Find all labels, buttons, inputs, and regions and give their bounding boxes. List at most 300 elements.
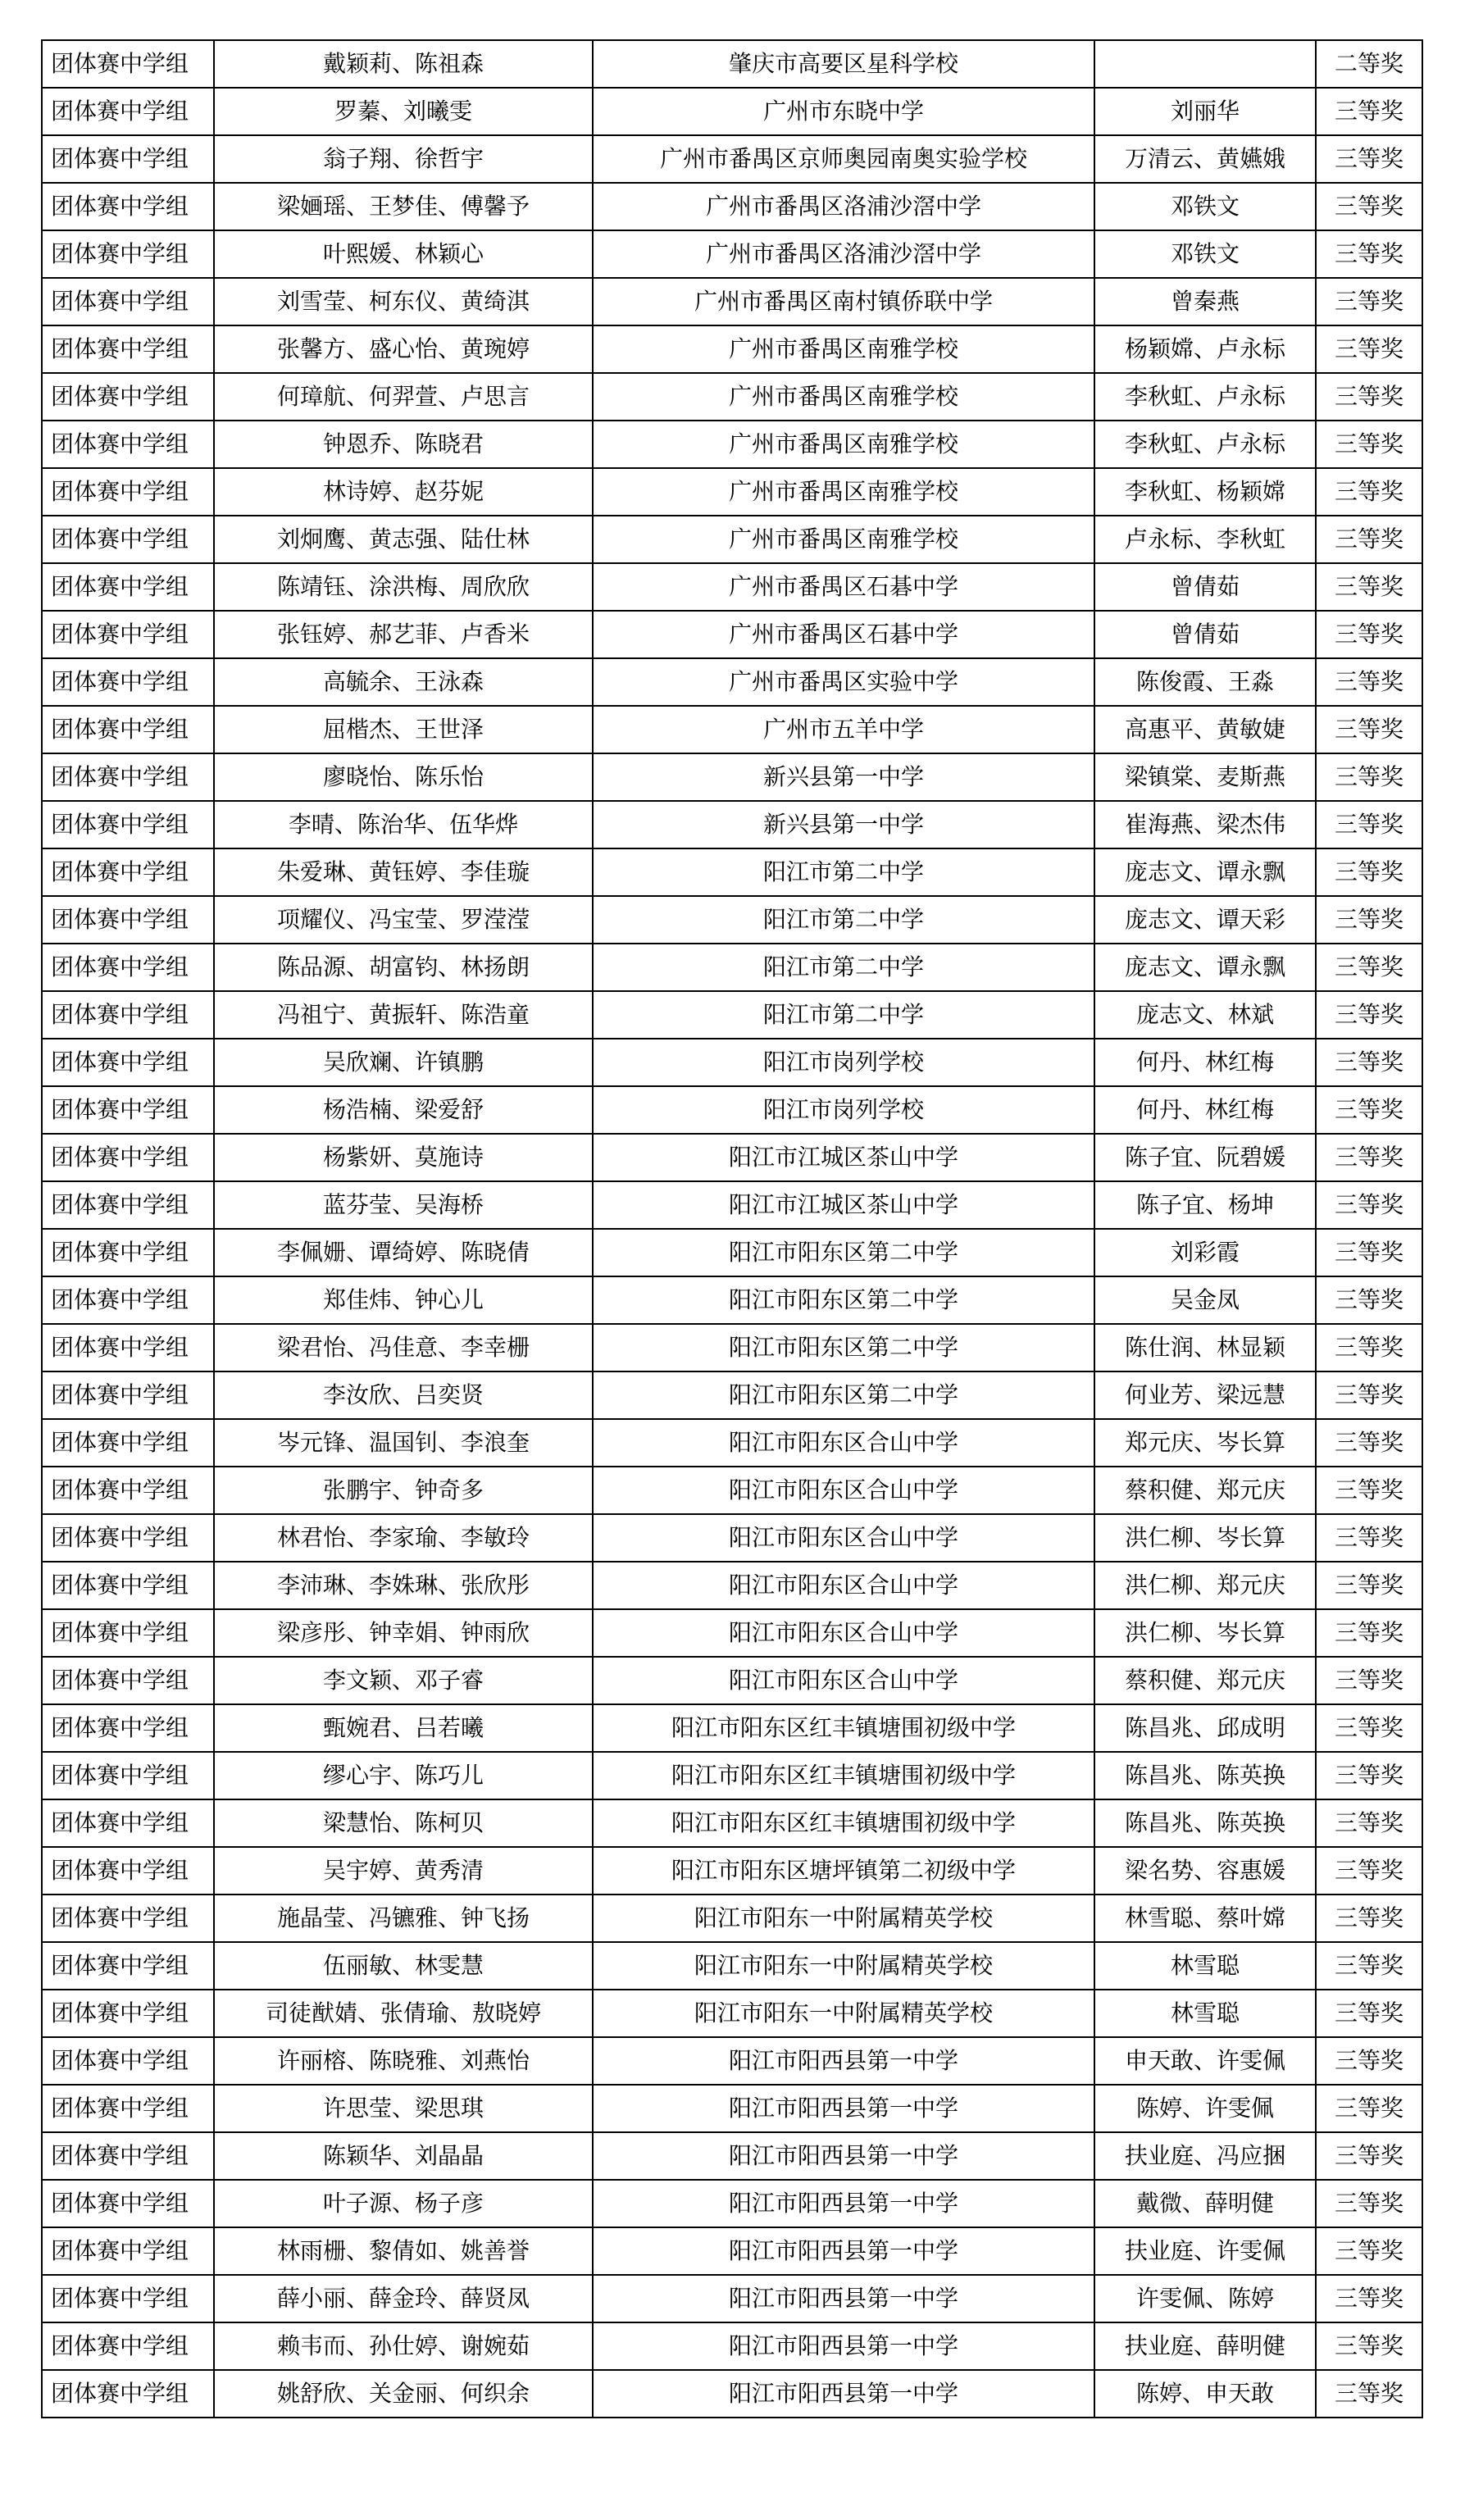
- teachers-cell: 洪仁柳、岑长算: [1094, 1609, 1316, 1657]
- group-cell: 团体赛中学组: [42, 611, 214, 658]
- table-row: [42, 991, 1422, 1039]
- table-row: [42, 1895, 1422, 1942]
- school-cell: 阳江市阳东区合山中学: [593, 1419, 1094, 1467]
- award-cell: 三等奖: [1316, 468, 1422, 516]
- group-cell: 团体赛中学组: [42, 230, 214, 278]
- group-cell: 团体赛中学组: [42, 1514, 214, 1562]
- members-cell: 翁子翔、徐哲宇: [214, 135, 593, 183]
- members-cell: 吴欣斓、许镇鹏: [214, 1039, 593, 1086]
- group-cell: 团体赛中学组: [42, 1276, 214, 1324]
- table-row: [42, 2037, 1422, 2085]
- award-cell: 三等奖: [1316, 801, 1422, 848]
- table-row: [42, 278, 1422, 325]
- group-cell: 团体赛中学组: [42, 801, 214, 848]
- members-cell: 岑元锋、温国钊、李浪奎: [214, 1419, 593, 1467]
- award-cell: 三等奖: [1316, 1609, 1422, 1657]
- table-row: [42, 421, 1422, 468]
- members-cell: 朱爱琳、黄钰婷、李佳璇: [214, 848, 593, 896]
- members-cell: 戴颖莉、陈祖森: [214, 40, 593, 88]
- teachers-cell: 陈子宜、杨坤: [1094, 1181, 1316, 1229]
- school-cell: 阳江市阳东一中附属精英学校: [593, 1990, 1094, 2037]
- awards-table: [41, 39, 1423, 2418]
- school-cell: 广州市东晓中学: [593, 88, 1094, 135]
- awards-table-body: [42, 40, 1422, 2418]
- members-cell: 屈楷杰、王世泽: [214, 706, 593, 753]
- school-cell: 阳江市阳东区合山中学: [593, 1467, 1094, 1514]
- award-cell: 三等奖: [1316, 230, 1422, 278]
- teachers-cell: 洪仁柳、岑长算: [1094, 1514, 1316, 1562]
- award-cell: 三等奖: [1316, 611, 1422, 658]
- group-cell: 团体赛中学组: [42, 1609, 214, 1657]
- award-cell: 三等奖: [1316, 1847, 1422, 1895]
- teachers-cell: 陈婷、申天敢: [1094, 2370, 1316, 2418]
- award-cell: 三等奖: [1316, 1419, 1422, 1467]
- members-cell: 缪心宇、陈巧儿: [214, 1752, 593, 1799]
- group-cell: 团体赛中学组: [42, 2085, 214, 2132]
- award-cell: 三等奖: [1316, 135, 1422, 183]
- school-cell: 新兴县第一中学: [593, 753, 1094, 801]
- group-cell: 团体赛中学组: [42, 2370, 214, 2418]
- teachers-cell: 高惠平、黄敏婕: [1094, 706, 1316, 753]
- members-cell: 陈品源、胡富钧、林扬朗: [214, 944, 593, 991]
- award-cell: 三等奖: [1316, 1181, 1422, 1229]
- members-cell: 张鹏宇、钟奇多: [214, 1467, 593, 1514]
- group-cell: 团体赛中学组: [42, 1086, 214, 1134]
- group-cell: 团体赛中学组: [42, 1181, 214, 1229]
- school-cell: 广州市番禺区南雅学校: [593, 325, 1094, 373]
- school-cell: 阳江市阳西县第一中学: [593, 2085, 1094, 2132]
- table-row: [42, 1134, 1422, 1181]
- teachers-cell: 庞志文、谭永飘: [1094, 848, 1316, 896]
- group-cell: 团体赛中学组: [42, 2275, 214, 2322]
- award-cell: 三等奖: [1316, 325, 1422, 373]
- teachers-cell: 崔海燕、梁杰伟: [1094, 801, 1316, 848]
- award-cell: 三等奖: [1316, 1562, 1422, 1609]
- table-row: [42, 1562, 1422, 1609]
- members-cell: 梁慧怡、陈柯贝: [214, 1799, 593, 1847]
- award-cell: 三等奖: [1316, 1752, 1422, 1799]
- group-cell: 团体赛中学组: [42, 1847, 214, 1895]
- members-cell: 廖晓怡、陈乐怡: [214, 753, 593, 801]
- table-row: [42, 753, 1422, 801]
- award-cell: 三等奖: [1316, 516, 1422, 563]
- table-row: [42, 1324, 1422, 1371]
- group-cell: 团体赛中学组: [42, 1704, 214, 1752]
- award-cell: 三等奖: [1316, 183, 1422, 230]
- school-cell: 阳江市阳东区第二中学: [593, 1276, 1094, 1324]
- table-row: [42, 1847, 1422, 1895]
- table-row: [42, 1990, 1422, 2037]
- award-cell: 三等奖: [1316, 1467, 1422, 1514]
- award-cell: 三等奖: [1316, 706, 1422, 753]
- group-cell: 团体赛中学组: [42, 1895, 214, 1942]
- award-cell: 三等奖: [1316, 2275, 1422, 2322]
- school-cell: 阳江市阳东区第二中学: [593, 1229, 1094, 1276]
- table-row: [42, 944, 1422, 991]
- school-cell: 广州市五羊中学: [593, 706, 1094, 753]
- teachers-cell: 刘彩霞: [1094, 1229, 1316, 1276]
- award-cell: 三等奖: [1316, 1039, 1422, 1086]
- teachers-cell: 李秋虹、卢永标: [1094, 421, 1316, 468]
- teachers-cell: 曾秦燕: [1094, 278, 1316, 325]
- school-cell: 阳江市阳东区红丰镇塘围初级中学: [593, 1799, 1094, 1847]
- group-cell: 团体赛中学组: [42, 1229, 214, 1276]
- table-row: [42, 2227, 1422, 2275]
- group-cell: 团体赛中学组: [42, 2037, 214, 2085]
- school-cell: 广州市番禺区南村镇侨联中学: [593, 278, 1094, 325]
- table-row: [42, 611, 1422, 658]
- teachers-cell: 扶业庭、冯应捆: [1094, 2132, 1316, 2180]
- group-cell: 团体赛中学组: [42, 1467, 214, 1514]
- school-cell: 阳江市阳东一中附属精英学校: [593, 1942, 1094, 1990]
- members-cell: 林雨栅、黎倩如、姚善誉: [214, 2227, 593, 2275]
- teachers-cell: 扶业庭、许雯佩: [1094, 2227, 1316, 2275]
- school-cell: 肇庆市高要区星科学校: [593, 40, 1094, 88]
- members-cell: 梁婳瑶、王梦佳、傅馨予: [214, 183, 593, 230]
- award-cell: 三等奖: [1316, 1276, 1422, 1324]
- award-cell: 三等奖: [1316, 1895, 1422, 1942]
- school-cell: 阳江市阳东一中附属精英学校: [593, 1895, 1094, 1942]
- school-cell: 阳江市阳西县第一中学: [593, 2275, 1094, 2322]
- table-row: [42, 1039, 1422, 1086]
- teachers-cell: 李秋虹、杨颖嫦: [1094, 468, 1316, 516]
- teachers-cell: 何丹、林红梅: [1094, 1086, 1316, 1134]
- members-cell: 陈颖华、刘晶晶: [214, 2132, 593, 2180]
- group-cell: 团体赛中学组: [42, 848, 214, 896]
- table-row: [42, 1942, 1422, 1990]
- teachers-cell: 邓铁文: [1094, 230, 1316, 278]
- teachers-cell: 戴微、薛明健: [1094, 2180, 1316, 2227]
- teachers-cell: 曾倩茹: [1094, 563, 1316, 611]
- teachers-cell: 梁镇棠、麦斯燕: [1094, 753, 1316, 801]
- members-cell: 刘炯鹰、黄志强、陆仕林: [214, 516, 593, 563]
- group-cell: 团体赛中学组: [42, 278, 214, 325]
- table-row: [42, 135, 1422, 183]
- members-cell: 叶子源、杨子彦: [214, 2180, 593, 2227]
- group-cell: 团体赛中学组: [42, 373, 214, 421]
- table-row: [42, 516, 1422, 563]
- teachers-cell: 扶业庭、薛明健: [1094, 2322, 1316, 2370]
- teachers-cell: 刘丽华: [1094, 88, 1316, 135]
- teachers-cell: 陈昌兆、陈英换: [1094, 1752, 1316, 1799]
- award-cell: 三等奖: [1316, 373, 1422, 421]
- award-cell: 三等奖: [1316, 1799, 1422, 1847]
- school-cell: 阳江市江城区茶山中学: [593, 1181, 1094, 1229]
- teachers-cell: 林雪聪、蔡叶嫦: [1094, 1895, 1316, 1942]
- school-cell: 阳江市阳西县第一中学: [593, 2180, 1094, 2227]
- school-cell: 阳江市江城区茶山中学: [593, 1134, 1094, 1181]
- school-cell: 阳江市阳东区合山中学: [593, 1514, 1094, 1562]
- teachers-cell: 林雪聪: [1094, 1942, 1316, 1990]
- teachers-cell: 卢永标、李秋虹: [1094, 516, 1316, 563]
- members-cell: 伍丽敏、林雯慧: [214, 1942, 593, 1990]
- table-row: [42, 1419, 1422, 1467]
- school-cell: 阳江市阳东区第二中学: [593, 1324, 1094, 1371]
- group-cell: 团体赛中学组: [42, 2180, 214, 2227]
- members-cell: 许思莹、梁思琪: [214, 2085, 593, 2132]
- award-cell: 三等奖: [1316, 1704, 1422, 1752]
- teachers-cell: 吴金凤: [1094, 1276, 1316, 1324]
- group-cell: 团体赛中学组: [42, 1799, 214, 1847]
- school-cell: 阳江市第二中学: [593, 944, 1094, 991]
- table-row: [42, 373, 1422, 421]
- teachers-cell: 杨颖嫦、卢永标: [1094, 325, 1316, 373]
- table-row: [42, 88, 1422, 135]
- table-row: [42, 1467, 1422, 1514]
- teachers-cell: 邓铁文: [1094, 183, 1316, 230]
- group-cell: 团体赛中学组: [42, 325, 214, 373]
- award-cell: 三等奖: [1316, 1229, 1422, 1276]
- award-cell: 三等奖: [1316, 1134, 1422, 1181]
- school-cell: 广州市番禺区南雅学校: [593, 516, 1094, 563]
- group-cell: 团体赛中学组: [42, 1562, 214, 1609]
- members-cell: 钟恩乔、陈晓君: [214, 421, 593, 468]
- group-cell: 团体赛中学组: [42, 468, 214, 516]
- school-cell: 广州市番禺区实验中学: [593, 658, 1094, 706]
- group-cell: 团体赛中学组: [42, 1134, 214, 1181]
- table-row: [42, 2132, 1422, 2180]
- members-cell: 张钰婷、郝艺菲、卢香米: [214, 611, 593, 658]
- table-row: [42, 1086, 1422, 1134]
- school-cell: 阳江市阳东区红丰镇塘围初级中学: [593, 1704, 1094, 1752]
- group-cell: 团体赛中学组: [42, 991, 214, 1039]
- group-cell: 团体赛中学组: [42, 183, 214, 230]
- table-row: [42, 1181, 1422, 1229]
- school-cell: 阳江市阳东区塘坪镇第二初级中学: [593, 1847, 1094, 1895]
- table-row: [42, 706, 1422, 753]
- members-cell: 许丽榕、陈晓雅、刘燕怡: [214, 2037, 593, 2085]
- group-cell: 团体赛中学组: [42, 1419, 214, 1467]
- table-row: [42, 2085, 1422, 2132]
- members-cell: 梁彦彤、钟幸娟、钟雨欣: [214, 1609, 593, 1657]
- award-cell: 三等奖: [1316, 944, 1422, 991]
- award-cell: 三等奖: [1316, 896, 1422, 944]
- group-cell: 团体赛中学组: [42, 2132, 214, 2180]
- teachers-cell: 何丹、林红梅: [1094, 1039, 1316, 1086]
- table-row: [42, 848, 1422, 896]
- teachers-cell: 万清云、黄嬿娥: [1094, 135, 1316, 183]
- teachers-cell: 郑元庆、岑长算: [1094, 1419, 1316, 1467]
- teachers-cell: 陈昌兆、陈英换: [1094, 1799, 1316, 1847]
- school-cell: 阳江市岗列学校: [593, 1086, 1094, 1134]
- group-cell: 团体赛中学组: [42, 2322, 214, 2370]
- school-cell: 广州市番禺区南雅学校: [593, 373, 1094, 421]
- teachers-cell: 洪仁柳、郑元庆: [1094, 1562, 1316, 1609]
- teachers-cell: 许雯佩、陈婷: [1094, 2275, 1316, 2322]
- teachers-cell: 蔡积健、郑元庆: [1094, 1467, 1316, 1514]
- school-cell: 阳江市阳西县第一中学: [593, 2227, 1094, 2275]
- teachers-cell: 陈仕润、林显颖: [1094, 1324, 1316, 1371]
- award-cell: 三等奖: [1316, 2322, 1422, 2370]
- school-cell: 广州市番禺区南雅学校: [593, 468, 1094, 516]
- group-cell: 团体赛中学组: [42, 1039, 214, 1086]
- school-cell: 阳江市阳西县第一中学: [593, 2132, 1094, 2180]
- members-cell: 吴宇婷、黄秀清: [214, 1847, 593, 1895]
- members-cell: 项耀仪、冯宝莹、罗滢滢: [214, 896, 593, 944]
- school-cell: 阳江市阳西县第一中学: [593, 2370, 1094, 2418]
- award-cell: 三等奖: [1316, 2370, 1422, 2418]
- school-cell: 阳江市阳西县第一中学: [593, 2037, 1094, 2085]
- members-cell: 李文颖、邓子睿: [214, 1657, 593, 1704]
- members-cell: 郑佳炜、钟心儿: [214, 1276, 593, 1324]
- table-row: [42, 2322, 1422, 2370]
- table-row: [42, 1799, 1422, 1847]
- award-cell: 三等奖: [1316, 421, 1422, 468]
- table-row: [42, 896, 1422, 944]
- members-cell: 司徒猷婧、张倩瑜、敖晓婷: [214, 1990, 593, 2037]
- teachers-cell: [1094, 40, 1316, 88]
- group-cell: 团体赛中学组: [42, 421, 214, 468]
- school-cell: 阳江市第二中学: [593, 848, 1094, 896]
- award-cell: 三等奖: [1316, 1514, 1422, 1562]
- table-row: [42, 325, 1422, 373]
- award-cell: 三等奖: [1316, 2085, 1422, 2132]
- school-cell: 阳江市岗列学校: [593, 1039, 1094, 1086]
- table-row: [42, 2180, 1422, 2227]
- teachers-cell: 庞志文、谭天彩: [1094, 896, 1316, 944]
- group-cell: 团体赛中学组: [42, 516, 214, 563]
- members-cell: 杨浩楠、梁爱舒: [214, 1086, 593, 1134]
- school-cell: 阳江市阳东区合山中学: [593, 1562, 1094, 1609]
- group-cell: 团体赛中学组: [42, 1990, 214, 2037]
- award-cell: 三等奖: [1316, 1086, 1422, 1134]
- award-cell: 三等奖: [1316, 848, 1422, 896]
- table-row: [42, 183, 1422, 230]
- group-cell: 团体赛中学组: [42, 944, 214, 991]
- school-cell: 广州市番禺区京师奥园南奥实验学校: [593, 135, 1094, 183]
- award-cell: 三等奖: [1316, 278, 1422, 325]
- award-cell: 三等奖: [1316, 1657, 1422, 1704]
- award-cell: 三等奖: [1316, 2037, 1422, 2085]
- teachers-cell: 何业芳、梁远慧: [1094, 1371, 1316, 1419]
- members-cell: 何璋航、何羿萱、卢思言: [214, 373, 593, 421]
- members-cell: 蓝芬莹、吴海桥: [214, 1181, 593, 1229]
- members-cell: 刘雪莹、柯东仪、黄绮淇: [214, 278, 593, 325]
- school-cell: 广州市番禺区石碁中学: [593, 563, 1094, 611]
- table-row: [42, 658, 1422, 706]
- teachers-cell: 陈子宜、阮碧媛: [1094, 1134, 1316, 1181]
- award-cell: 三等奖: [1316, 658, 1422, 706]
- group-cell: 团体赛中学组: [42, 896, 214, 944]
- teachers-cell: 申天敢、许雯佩: [1094, 2037, 1316, 2085]
- award-cell: 三等奖: [1316, 1371, 1422, 1419]
- school-cell: 阳江市阳东区合山中学: [593, 1657, 1094, 1704]
- members-cell: 姚舒欣、关金丽、何织余: [214, 2370, 593, 2418]
- school-cell: 广州市番禺区石碁中学: [593, 611, 1094, 658]
- table-row: [42, 40, 1422, 88]
- members-cell: 林诗婷、赵芬妮: [214, 468, 593, 516]
- members-cell: 李沛琳、李姝琳、张欣彤: [214, 1562, 593, 1609]
- members-cell: 施晶莹、冯镳雅、钟飞扬: [214, 1895, 593, 1942]
- award-cell: 三等奖: [1316, 991, 1422, 1039]
- group-cell: 团体赛中学组: [42, 658, 214, 706]
- teachers-cell: 李秋虹、卢永标: [1094, 373, 1316, 421]
- table-row: [42, 2370, 1422, 2418]
- school-cell: 阳江市阳西县第一中学: [593, 2322, 1094, 2370]
- members-cell: 赖韦而、孙仕婷、谢婉茹: [214, 2322, 593, 2370]
- group-cell: 团体赛中学组: [42, 1371, 214, 1419]
- members-cell: 梁君怡、冯佳意、李幸栅: [214, 1324, 593, 1371]
- group-cell: 团体赛中学组: [42, 135, 214, 183]
- teachers-cell: 庞志文、林斌: [1094, 991, 1316, 1039]
- table-row: [42, 1229, 1422, 1276]
- group-cell: 团体赛中学组: [42, 1942, 214, 1990]
- members-cell: 林君怡、李家瑜、李敏玲: [214, 1514, 593, 1562]
- table-row: [42, 1371, 1422, 1419]
- group-cell: 团体赛中学组: [42, 1657, 214, 1704]
- award-cell: 三等奖: [1316, 753, 1422, 801]
- award-cell: 三等奖: [1316, 2180, 1422, 2227]
- award-cell: 三等奖: [1316, 2132, 1422, 2180]
- award-cell: 三等奖: [1316, 1942, 1422, 1990]
- group-cell: 团体赛中学组: [42, 563, 214, 611]
- teachers-cell: 林雪聪: [1094, 1990, 1316, 2037]
- award-cell: 三等奖: [1316, 563, 1422, 611]
- teachers-cell: 陈昌兆、邱成明: [1094, 1704, 1316, 1752]
- members-cell: 冯祖宁、黄振轩、陈浩童: [214, 991, 593, 1039]
- members-cell: 高毓余、王泳森: [214, 658, 593, 706]
- teachers-cell: 陈俊霞、王淼: [1094, 658, 1316, 706]
- award-cell: 二等奖: [1316, 40, 1422, 88]
- award-cell: 三等奖: [1316, 88, 1422, 135]
- group-cell: 团体赛中学组: [42, 753, 214, 801]
- school-cell: 新兴县第一中学: [593, 801, 1094, 848]
- members-cell: 李晴、陈治华、伍华烨: [214, 801, 593, 848]
- table-row: [42, 468, 1422, 516]
- table-row: [42, 1657, 1422, 1704]
- table-row: [42, 1704, 1422, 1752]
- school-cell: 广州市番禺区南雅学校: [593, 421, 1094, 468]
- table-row: [42, 1276, 1422, 1324]
- teachers-cell: 庞志文、谭永飘: [1094, 944, 1316, 991]
- table-row: [42, 563, 1422, 611]
- members-cell: 薛小丽、薛金玲、薛贤凤: [214, 2275, 593, 2322]
- teachers-cell: 曾倩茹: [1094, 611, 1316, 658]
- members-cell: 杨紫妍、莫施诗: [214, 1134, 593, 1181]
- table-row: [42, 1752, 1422, 1799]
- members-cell: 陈靖钰、涂洪梅、周欣欣: [214, 563, 593, 611]
- members-cell: 罗蓁、刘曦雯: [214, 88, 593, 135]
- school-cell: 阳江市阳东区合山中学: [593, 1609, 1094, 1657]
- table-row: [42, 1609, 1422, 1657]
- teachers-cell: 蔡积健、郑元庆: [1094, 1657, 1316, 1704]
- school-cell: 广州市番禺区洛浦沙滘中学: [593, 183, 1094, 230]
- group-cell: 团体赛中学组: [42, 88, 214, 135]
- group-cell: 团体赛中学组: [42, 1752, 214, 1799]
- award-cell: 三等奖: [1316, 1990, 1422, 2037]
- members-cell: 叶熙媛、林颖心: [214, 230, 593, 278]
- award-cell: 三等奖: [1316, 1324, 1422, 1371]
- members-cell: 甄婉君、吕若曦: [214, 1704, 593, 1752]
- group-cell: 团体赛中学组: [42, 40, 214, 88]
- table-row: [42, 230, 1422, 278]
- teachers-cell: 陈婷、许雯佩: [1094, 2085, 1316, 2132]
- school-cell: 阳江市阳东区第二中学: [593, 1371, 1094, 1419]
- school-cell: 阳江市第二中学: [593, 896, 1094, 944]
- table-row: [42, 1514, 1422, 1562]
- table-row: [42, 801, 1422, 848]
- school-cell: 广州市番禺区洛浦沙滘中学: [593, 230, 1094, 278]
- members-cell: 李佩姗、谭绮婷、陈晓倩: [214, 1229, 593, 1276]
- table-row: [42, 2275, 1422, 2322]
- group-cell: 团体赛中学组: [42, 2227, 214, 2275]
- group-cell: 团体赛中学组: [42, 1324, 214, 1371]
- group-cell: 团体赛中学组: [42, 706, 214, 753]
- teachers-cell: 梁名势、容惠媛: [1094, 1847, 1316, 1895]
- members-cell: 李汝欣、吕奕贤: [214, 1371, 593, 1419]
- school-cell: 阳江市第二中学: [593, 991, 1094, 1039]
- school-cell: 阳江市阳东区红丰镇塘围初级中学: [593, 1752, 1094, 1799]
